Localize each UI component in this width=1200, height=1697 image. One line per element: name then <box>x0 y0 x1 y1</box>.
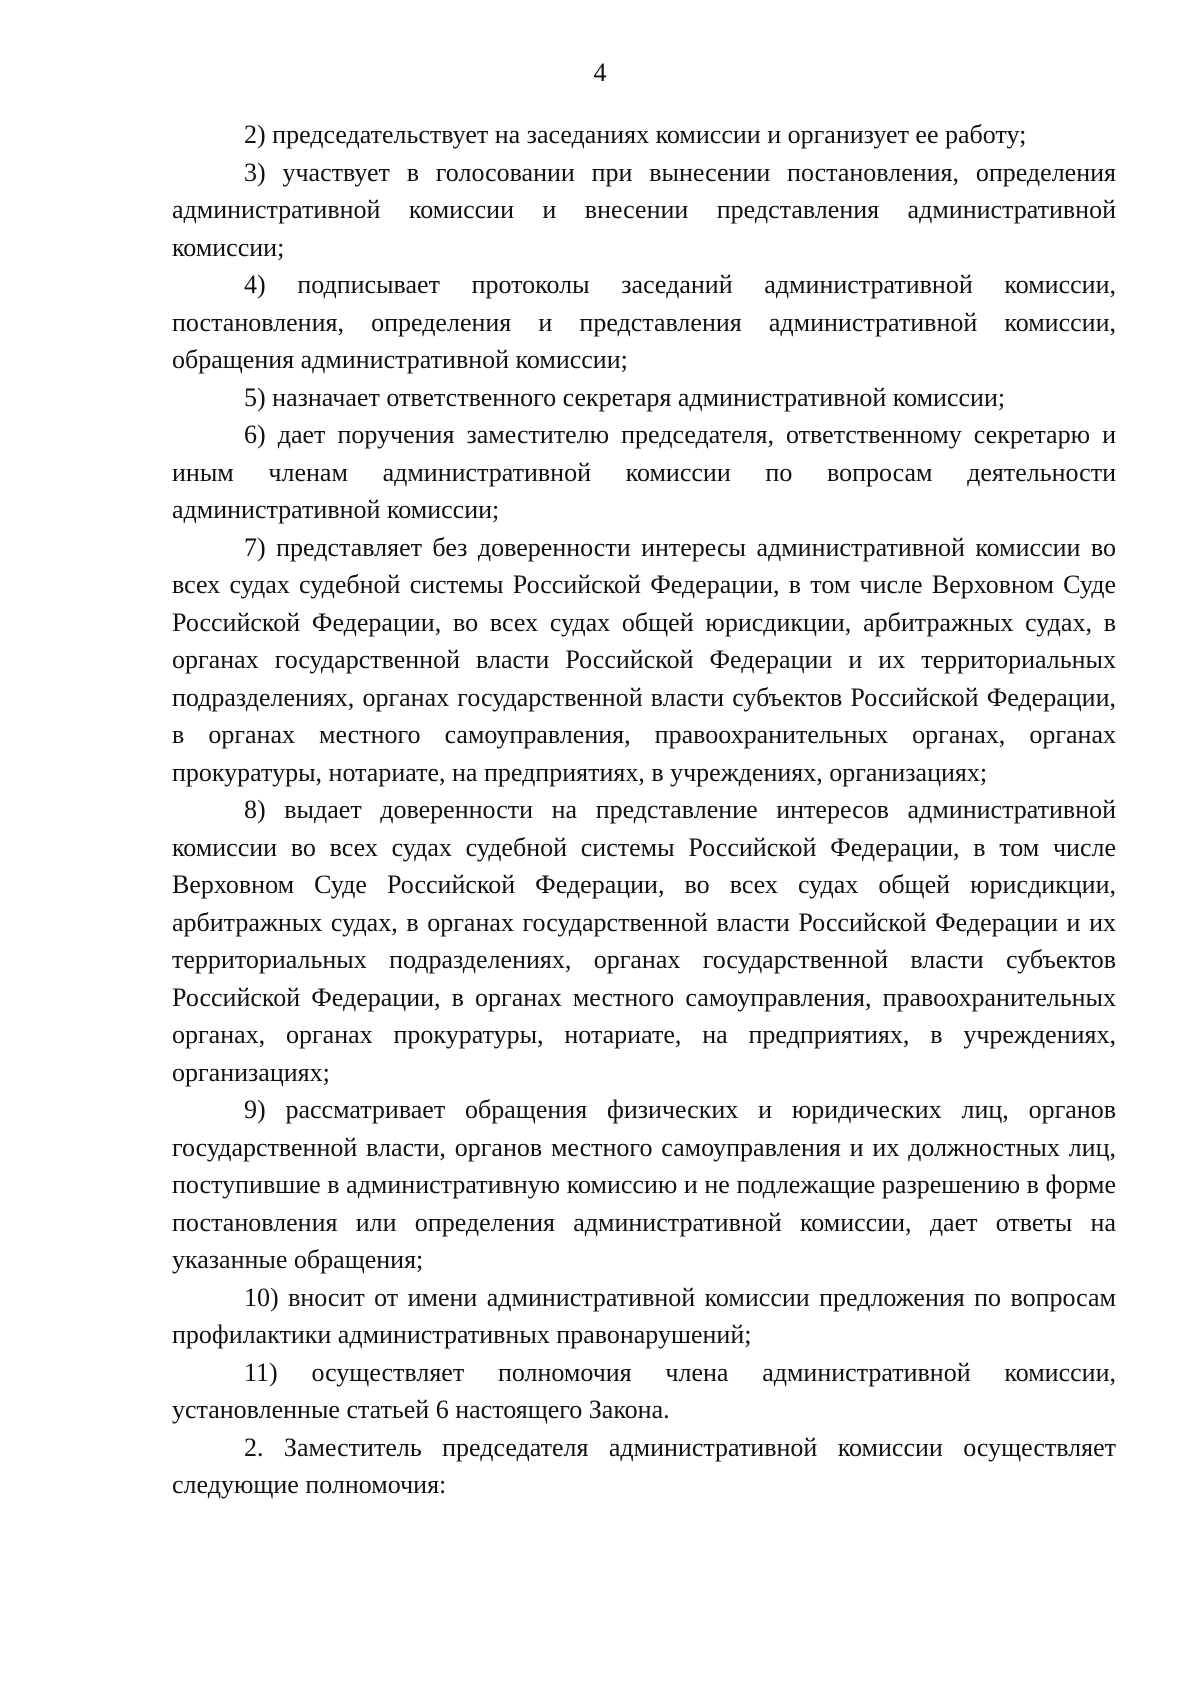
paragraph-item-9: 9) рассматривает обращения физических и юридических лиц, органов государственной власти, органов местного самоуправления и их должностных лиц, поступившие в административную комиссию и не подлежащие разрешению в форме постановления или определения административной комиссии, дает ответы на указанные обращения; <box>172 1095 1116 1274</box>
paragraph-item-8: 8) выдает доверенности на представление интересов административной комиссии во всех судах судебной системы Российской Федерации, в том числе Верховном Суде Российской Федерации, во всех судах общей юрисдикции, арбитражных судах, в органах государственной власти Российской Федерации и их территориальных подразделениях, органах государственной власти субъектов Российской Федерации, в органах местного самоуправления, правоохранительных органах, органах прокуратуры, нотариате, на предприятиях, в учреждениях, организациях; <box>172 795 1116 1087</box>
paragraph-section-2: 2. Заместитель председателя административной комиссии осуществляет следующие полномочия: <box>172 1432 1116 1499</box>
paragraph-item-10: 10) вносит от имени административной комиссии предложения по вопросам профилактики административных правонарушений; <box>172 1282 1116 1349</box>
paragraph-item-11: 11) осуществляет полномочия члена административной комиссии, установленные статьей 6 настоящего Закона. <box>172 1357 1116 1424</box>
paragraph-item-5: 5) назначает ответственного секретаря административной комиссии; <box>244 382 1006 412</box>
paragraph-item-2: 2) председательствует на заседаниях комиссии и организует ее работу; <box>244 120 1027 149</box>
page-number: 4 <box>593 58 607 87</box>
paragraph-item-6: 6) дает поручения заместителю председателя, ответственному секретарю и иным членам административной комиссии по вопросам деятельности административной комиссии; <box>172 420 1116 524</box>
paragraph-item-3: 3) участвует в голосовании при вынесении постановления, определения административной комиссии и внесении представления административной комиссии; <box>172 157 1116 262</box>
document-body <box>172 116 1116 1504</box>
paragraph-item-7: 7) представляет без доверенности интересы административной комиссии во всех судах судебной системы Российской Федерации, в том числе Верховном Суде Российской Федерации, во всех судах общей юрисдикции, арбитражных судах, в органах государственной власти Российской Федерации и их территориальных подразделениях, органах государственной власти субъектов Российской Федерации, в органах местного самоуправления, правоохранительных органах, органах прокуратуры, нотариате, на предприятиях, в учреждениях, организациях; <box>172 532 1116 787</box>
paragraph-item-4: 4) подписывает протоколы заседаний административной комиссии, постановления, определения и представления административной комиссии, обращения административной комиссии; <box>172 270 1116 374</box>
